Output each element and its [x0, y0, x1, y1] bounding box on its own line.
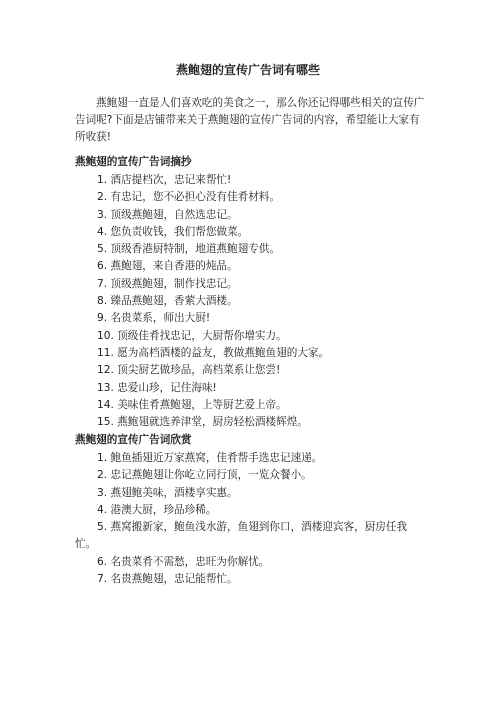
list-item: 12. 顶尖厨艺做珍品，高档菜系让您尝!: [97, 364, 281, 377]
list-item: 3. 燕翅鲍美味，酒楼享实惠。: [97, 486, 238, 499]
list-item: 5. 顶级香港厨特制，地道燕鲍翅专供。: [97, 243, 280, 256]
list-item: 11. 愿为高档酒楼的益友，教做燕鲍鱼翅的大家。: [97, 346, 330, 359]
list-item: 4. 港澳大厨，珍品珍稀。: [97, 503, 217, 516]
slogan-list-excerpts: [0, 172, 496, 431]
list-item: 6. 名贵菜肴不需愁，忠旺为你解忧。: [97, 555, 270, 568]
list-item: 1. 酒店提档次，忠记来帮忙!: [97, 174, 232, 186]
list-item: 2. 有忠记，您不必担心没有佳肴材料。: [97, 191, 280, 204]
document-title: 燕鲍翅的宣传广告词有哪些: [175, 63, 320, 77]
list-item: 6. 燕鲍翅，来自香港的炖品。: [97, 260, 238, 273]
list-item: 7. 顶级燕鲍翅，制作找忠记。: [97, 277, 238, 290]
list-item: 9. 名贵菜系，师出大厨!: [97, 312, 211, 325]
list-item: 2. 忠记燕鲍翅让你屹立同行顶，一览众餐小。: [97, 469, 312, 482]
slogan-list-appreciation: [0, 450, 496, 588]
section-heading-excerpts: 燕鲍翅的宣传广告词摘抄: [75, 156, 192, 168]
list-item: 15. 燕鲍翅就选养津堂，厨房轻松酒楼辉煌。: [97, 416, 308, 429]
list-item: 1. 鲍鱼插翅近万家燕窝，佳肴帮手选忠记速递。: [97, 452, 323, 464]
section-heading-appreciation: 燕鲍翅的宣传广告词欣赏: [75, 434, 192, 446]
list-item: 8. 臻品燕鲍翅，香萦大酒楼。: [97, 295, 238, 308]
list-item: 4. 您负责收钱，我们帮您做菜。: [97, 225, 249, 238]
list-item: 13. 忠爱山珍，记住海味!: [97, 381, 217, 394]
intro-paragraph: 燕鲍翅一直是人们喜欢吃的美食之一，那么你还记得哪些相关的宣传广告词呢?下面是店铺带来关于燕鲍翅的宣传广告词的内容，希望能让大家有所收获!: [75, 97, 425, 143]
list-item: 10. 顶级佳肴找忠记，大厨帮你增实力。: [97, 329, 287, 342]
list-item: 7. 名贵燕鲍翅，忠记能帮忙。: [97, 573, 238, 586]
list-item: 14. 美味佳肴燕鲍翅，上等厨艺爱上帝。: [97, 398, 287, 411]
list-item: 5. 燕窝搬新家，鲍鱼浅水游，鱼翅到你口，酒楼迎宾客，厨房任我忙。: [75, 521, 408, 551]
list-item: 3. 顶级燕鲍翅，自然选忠记。: [97, 208, 238, 221]
